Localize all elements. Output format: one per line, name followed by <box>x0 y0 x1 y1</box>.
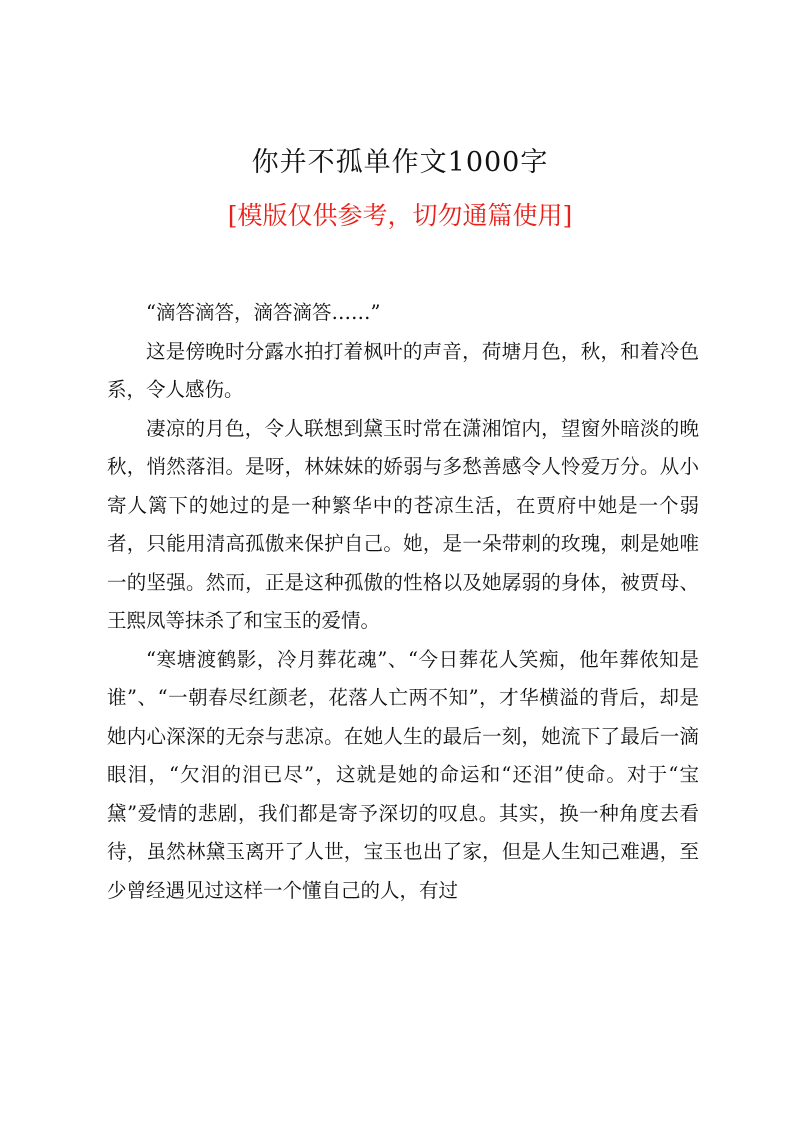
paragraph-2: 这是傍晚时分露水拍打着枫叶的声音，荷塘月色，秋，和着冷色系，令人感伤。 <box>107 339 699 401</box>
paragraph-3: 凄凉的月色，令人联想到黛玉时常在潇湘馆内，望窗外暗淡的晚秋，悄然落泪。是呀，林妹妹的娇弱与多愁善感令人怜爱万分。从小寄人篱下的她过的是一种繁华中的苍凉生活，在贾府中她是一个弱者，只能用清高孤傲来保护自己。她，是一朵带刺的玫瑰，刺是她唯一的坚强。然而，正是这种孤傲的性格以及她孱弱的身体，被贾母、王熙凤等抹杀了和宝玉的爱情。 <box>107 416 699 632</box>
document-title: 你并不孤单作文1000字 <box>251 147 549 178</box>
essay-body <box>107 294 699 910</box>
paragraph-4: “寒塘渡鹤影，冷月葬花魂”、“今日葬花人笑痴，他年葬侬知是谁”、“一朝春尽红颜老，花落人亡两不知”，才华横溢的背后，却是她内心深深的无奈与悲凉。在她人生的最后一刻，她流下了最后一滴眼泪，“欠泪的泪已尽”，这就是她的命运和“还泪”使命。对于“宝黛”爱情的悲剧，我们都是寄予深切的叹息。其实，换一种角度去看待，虽然林黛玉离开了人世，宝玉也出了家，但是人生知己难遇，至少曾经遇见过这样一个懂自己的人，有过 <box>107 647 699 902</box>
paragraph-1: “滴答滴答，滴答滴答……” <box>146 301 381 324</box>
template-disclaimer: [模版仅供参考，切勿通篇使用] <box>227 201 573 230</box>
